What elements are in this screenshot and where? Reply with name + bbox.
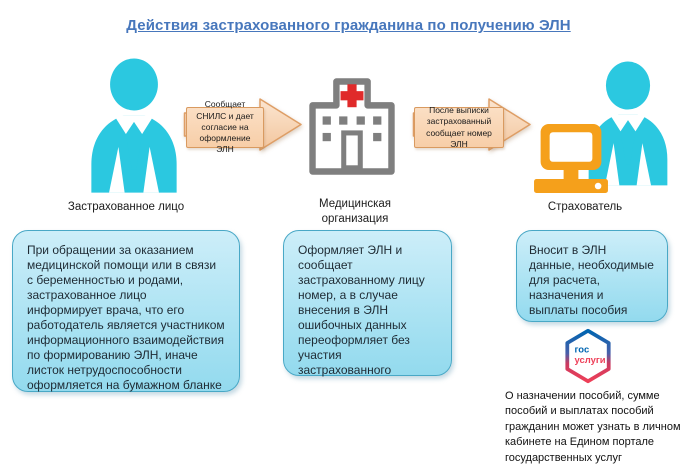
gosuslugi-logo-line2: услуги <box>574 355 606 367</box>
arrow-2-label-text: После выписки застрахованный сообщает номер ЭЛН <box>426 105 492 149</box>
computer-icon <box>534 124 608 193</box>
employer-info-box: Вносит в ЭЛН данные, необходимые для расчета, назначения и выплаты пособия <box>516 230 668 322</box>
arrow-2-label <box>414 107 504 148</box>
arrow-1-label-text: Сообщает СНИЛС и дает согласие на оформление ЭЛН <box>196 99 254 155</box>
insured-person-label: Застрахованное лицо <box>67 201 185 213</box>
insured-info-box: При обращении за оказанием медицинской помощи или в связи с беременностью и родами, застрахованное лицо информирует врача, что его работодатель является участником информационного взаимодействия по формированию ЭЛН, иначе листок нетрудоспособности оформляется на бумажном бланке <box>12 230 240 392</box>
gosuslugi-logo <box>561 327 615 385</box>
gosuslugi-logo-line1: гос <box>574 344 590 356</box>
employer-label: Страхователь <box>547 201 623 213</box>
medical-info-box: Оформляет ЭЛН и сообщает застрахованному лицу номер, а в случае внесения в ЭЛН ошибочных данных переоформляет без участия застрахованного <box>283 230 452 376</box>
arrow-1-label <box>186 99 264 155</box>
gosuslugi-footnote: О назначении пособий, сумме пособий и выплатах пособий гражданин может узнать в личном кабинете на Едином портале государственных услуг <box>505 390 681 464</box>
hospital-icon <box>306 76 398 177</box>
page-title: Действия застрахованного гражданина по получению ЭЛН <box>126 17 571 34</box>
insured-person-icon <box>82 57 186 193</box>
medical-organization-label: Медицинская организация <box>318 198 391 225</box>
